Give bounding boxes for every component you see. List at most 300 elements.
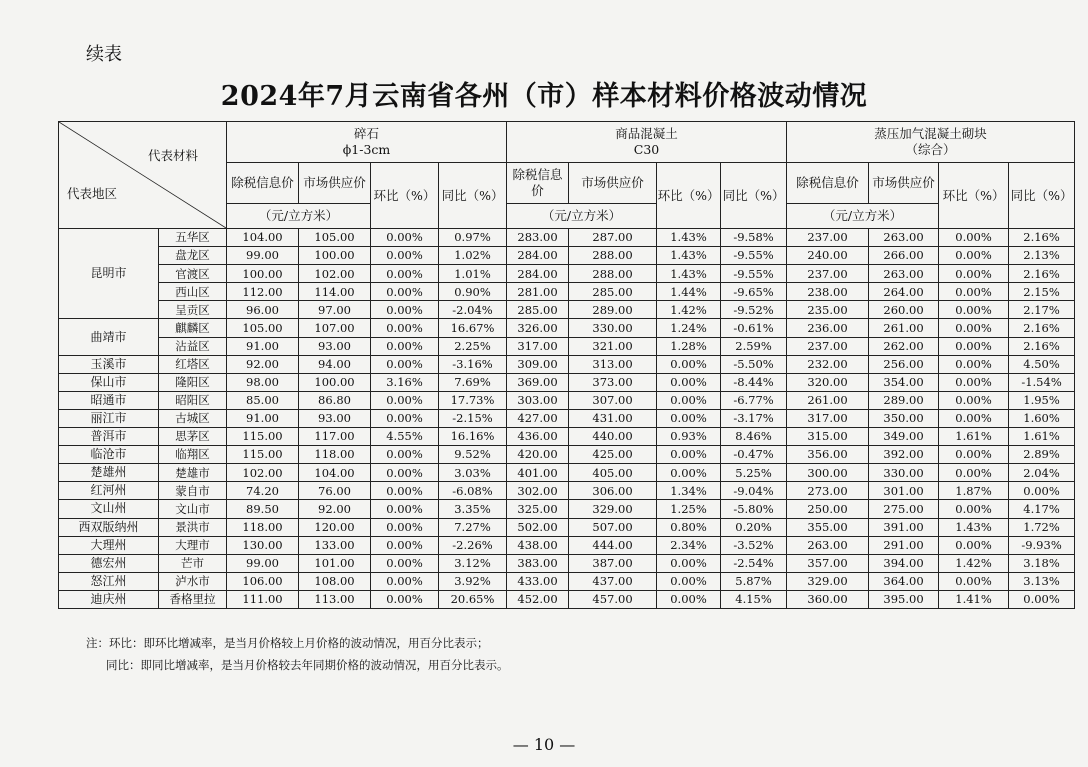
- value-cell: 237.00: [787, 229, 869, 247]
- value-cell: 1.01%: [439, 265, 507, 283]
- value-cell: 113.00: [299, 590, 371, 608]
- value-cell: 1.42%: [657, 301, 721, 319]
- value-cell: -2.15%: [439, 409, 507, 427]
- table-row: [59, 518, 1075, 536]
- value-cell: 98.00: [227, 373, 299, 391]
- value-cell: 1.02%: [439, 247, 507, 265]
- value-cell: 117.00: [299, 428, 371, 446]
- value-cell: 285.00: [569, 283, 657, 301]
- value-cell: 99.00: [227, 554, 299, 572]
- value-cell: -0.47%: [721, 446, 787, 464]
- value-cell: 309.00: [507, 355, 569, 373]
- table-row: [59, 482, 1075, 500]
- value-cell: 3.18%: [1009, 554, 1075, 572]
- district-cell: 沾益区: [159, 337, 227, 355]
- value-cell: 0.00%: [371, 482, 439, 500]
- value-cell: 16.67%: [439, 319, 507, 337]
- value-cell: 237.00: [787, 265, 869, 283]
- city-cell: 德宏州: [59, 554, 159, 572]
- value-cell: 300.00: [787, 464, 869, 482]
- value-cell: 0.00%: [939, 229, 1009, 247]
- value-cell: 107.00: [299, 319, 371, 337]
- table-row: [59, 229, 1075, 247]
- value-cell: 444.00: [569, 536, 657, 554]
- table-row: [59, 355, 1075, 373]
- district-cell: 麒麟区: [159, 319, 227, 337]
- unit-label: （元/立方米）: [787, 204, 939, 229]
- value-cell: 1.41%: [939, 590, 1009, 608]
- value-cell: 433.00: [507, 572, 569, 590]
- value-cell: 235.00: [787, 301, 869, 319]
- value-cell: 76.00: [299, 482, 371, 500]
- value-cell: 0.00%: [371, 355, 439, 373]
- value-cell: 0.00%: [939, 247, 1009, 265]
- region-axis-label: 代表地区: [67, 186, 118, 202]
- value-cell: 250.00: [787, 500, 869, 518]
- value-cell: 89.50: [227, 500, 299, 518]
- value-cell: 240.00: [787, 247, 869, 265]
- value-cell: 97.00: [299, 301, 371, 319]
- value-cell: 360.00: [787, 590, 869, 608]
- value-cell: -6.08%: [439, 482, 507, 500]
- value-cell: 0.00%: [371, 590, 439, 608]
- value-cell: 1.42%: [939, 554, 1009, 572]
- value-cell: 2.16%: [1009, 265, 1075, 283]
- value-cell: 0.00%: [371, 247, 439, 265]
- value-cell: 0.00%: [371, 265, 439, 283]
- value-cell: 4.15%: [721, 590, 787, 608]
- value-cell: 85.00: [227, 391, 299, 409]
- value-cell: 106.00: [227, 572, 299, 590]
- value-cell: -2.54%: [721, 554, 787, 572]
- value-cell: 1.95%: [1009, 391, 1075, 409]
- value-cell: 383.00: [507, 554, 569, 572]
- value-cell: 16.16%: [439, 428, 507, 446]
- value-cell: -9.04%: [721, 482, 787, 500]
- col-mom: 环比（%）: [657, 163, 721, 229]
- value-cell: 0.00%: [939, 536, 1009, 554]
- header-diagonal-cell: [59, 122, 227, 229]
- value-cell: 263.00: [787, 536, 869, 554]
- value-cell: 7.69%: [439, 373, 507, 391]
- col-yoy: 同比（%）: [439, 163, 507, 229]
- city-cell: 西双版纳州: [59, 518, 159, 536]
- value-cell: 263.00: [869, 229, 939, 247]
- value-cell: -9.93%: [1009, 536, 1075, 554]
- value-cell: 0.90%: [439, 283, 507, 301]
- value-cell: 261.00: [869, 319, 939, 337]
- value-cell: 1.24%: [657, 319, 721, 337]
- table-body: [59, 229, 1075, 609]
- value-cell: 502.00: [507, 518, 569, 536]
- note-yoy: 同比：即同比增减率，是当月价格较去年同期价格的波动情况，用百分比表示。: [106, 658, 509, 672]
- table-row: [59, 446, 1075, 464]
- city-cell: 玉溪市: [59, 355, 159, 373]
- table-row: [59, 337, 1075, 355]
- value-cell: 325.00: [507, 500, 569, 518]
- table-row: [59, 319, 1075, 337]
- value-cell: 2.34%: [657, 536, 721, 554]
- price-table: [58, 121, 1075, 609]
- value-cell: 3.13%: [1009, 572, 1075, 590]
- value-cell: 284.00: [507, 247, 569, 265]
- material-header-block: 蒸压加气混凝土砌块 （综合）: [787, 122, 1075, 163]
- value-cell: 1.44%: [657, 283, 721, 301]
- value-cell: 438.00: [507, 536, 569, 554]
- value-cell: 0.00%: [371, 283, 439, 301]
- value-cell: 0.00%: [371, 319, 439, 337]
- value-cell: 256.00: [869, 355, 939, 373]
- district-cell: 昭阳区: [159, 391, 227, 409]
- value-cell: 1.43%: [657, 265, 721, 283]
- value-cell: -3.16%: [439, 355, 507, 373]
- material-header-concrete: 商品混凝土 C30: [507, 122, 787, 163]
- value-cell: 2.17%: [1009, 301, 1075, 319]
- continuation-label: 续表: [86, 44, 122, 65]
- value-cell: -0.61%: [721, 319, 787, 337]
- value-cell: 0.00%: [657, 554, 721, 572]
- value-cell: 114.00: [299, 283, 371, 301]
- district-cell: 思茅区: [159, 428, 227, 446]
- unit-label: （元/立方米）: [507, 204, 657, 229]
- value-cell: 302.00: [507, 482, 569, 500]
- value-cell: -8.44%: [721, 373, 787, 391]
- value-cell: 236.00: [787, 319, 869, 337]
- value-cell: 232.00: [787, 355, 869, 373]
- table-row: [59, 572, 1075, 590]
- table-row: [59, 391, 1075, 409]
- district-cell: 古城区: [159, 409, 227, 427]
- district-cell: 五华区: [159, 229, 227, 247]
- value-cell: 263.00: [869, 265, 939, 283]
- value-cell: -5.80%: [721, 500, 787, 518]
- value-cell: 1.43%: [657, 229, 721, 247]
- value-cell: -2.26%: [439, 536, 507, 554]
- value-cell: 74.20: [227, 482, 299, 500]
- district-cell: 景洪市: [159, 518, 227, 536]
- value-cell: 275.00: [869, 500, 939, 518]
- value-cell: 118.00: [299, 446, 371, 464]
- value-cell: 260.00: [869, 301, 939, 319]
- value-cell: 436.00: [507, 428, 569, 446]
- value-cell: -9.52%: [721, 301, 787, 319]
- table-row: [59, 464, 1075, 482]
- value-cell: 364.00: [869, 572, 939, 590]
- value-cell: 266.00: [869, 247, 939, 265]
- value-cell: 425.00: [569, 446, 657, 464]
- district-cell: 盘龙区: [159, 247, 227, 265]
- value-cell: 0.00%: [939, 319, 1009, 337]
- value-cell: 405.00: [569, 464, 657, 482]
- value-cell: 2.15%: [1009, 283, 1075, 301]
- district-cell: 楚雄市: [159, 464, 227, 482]
- table-row: [59, 301, 1075, 319]
- city-cell: 文山州: [59, 500, 159, 518]
- city-cell: 楚雄州: [59, 464, 159, 482]
- value-cell: 118.00: [227, 518, 299, 536]
- value-cell: 92.00: [227, 355, 299, 373]
- value-cell: -9.55%: [721, 247, 787, 265]
- unit-label: （元/立方米）: [227, 204, 371, 229]
- value-cell: 288.00: [569, 265, 657, 283]
- value-cell: 452.00: [507, 590, 569, 608]
- value-cell: 108.00: [299, 572, 371, 590]
- value-cell: 111.00: [227, 590, 299, 608]
- col-yoy: 同比（%）: [721, 163, 787, 229]
- value-cell: 320.00: [787, 373, 869, 391]
- value-cell: 283.00: [507, 229, 569, 247]
- value-cell: 0.00%: [371, 391, 439, 409]
- value-cell: 100.00: [299, 247, 371, 265]
- material-axis-label: 代表材料: [147, 148, 198, 163]
- district-cell: 大理市: [159, 536, 227, 554]
- value-cell: 2.16%: [1009, 319, 1075, 337]
- value-cell: 1.25%: [657, 500, 721, 518]
- value-cell: 291.00: [869, 536, 939, 554]
- value-cell: -3.17%: [721, 409, 787, 427]
- value-cell: 104.00: [299, 464, 371, 482]
- value-cell: 330.00: [869, 464, 939, 482]
- value-cell: 457.00: [569, 590, 657, 608]
- table-row: [59, 373, 1075, 391]
- city-cell: 丽江市: [59, 409, 159, 427]
- value-cell: 427.00: [507, 409, 569, 427]
- city-cell: 迪庆州: [59, 590, 159, 608]
- col-pre-tax-price: 除税信息价: [787, 163, 869, 204]
- district-cell: 蒙自市: [159, 482, 227, 500]
- table-row: [59, 247, 1075, 265]
- value-cell: 5.87%: [721, 572, 787, 590]
- value-cell: 264.00: [869, 283, 939, 301]
- value-cell: 0.00%: [657, 373, 721, 391]
- value-cell: 354.00: [869, 373, 939, 391]
- district-cell: 西山区: [159, 283, 227, 301]
- value-cell: 281.00: [507, 283, 569, 301]
- col-market-price: 市场供应价: [299, 163, 371, 204]
- value-cell: 1.28%: [657, 337, 721, 355]
- value-cell: 315.00: [787, 428, 869, 446]
- district-cell: 红塔区: [159, 355, 227, 373]
- value-cell: -6.77%: [721, 391, 787, 409]
- value-cell: 0.00%: [371, 554, 439, 572]
- value-cell: 99.00: [227, 247, 299, 265]
- col-mom: 环比（%）: [371, 163, 439, 229]
- value-cell: 2.59%: [721, 337, 787, 355]
- value-cell: 313.00: [569, 355, 657, 373]
- district-cell: 泸水市: [159, 572, 227, 590]
- table-row: [59, 409, 1075, 427]
- table-row: [59, 590, 1075, 608]
- value-cell: 2.25%: [439, 337, 507, 355]
- value-cell: -5.50%: [721, 355, 787, 373]
- value-cell: 0.97%: [439, 229, 507, 247]
- value-cell: 102.00: [227, 464, 299, 482]
- value-cell: 431.00: [569, 409, 657, 427]
- value-cell: 507.00: [569, 518, 657, 536]
- value-cell: 86.80: [299, 391, 371, 409]
- value-cell: 1.72%: [1009, 518, 1075, 536]
- value-cell: 349.00: [869, 428, 939, 446]
- value-cell: 2.13%: [1009, 247, 1075, 265]
- value-cell: -3.52%: [721, 536, 787, 554]
- value-cell: 289.00: [569, 301, 657, 319]
- value-cell: 3.35%: [439, 500, 507, 518]
- value-cell: 1.87%: [939, 482, 1009, 500]
- col-yoy: 同比（%）: [1009, 163, 1075, 229]
- value-cell: 238.00: [787, 283, 869, 301]
- value-cell: 0.00%: [1009, 590, 1075, 608]
- value-cell: 394.00: [869, 554, 939, 572]
- value-cell: 1.61%: [1009, 428, 1075, 446]
- notes: [86, 632, 509, 676]
- value-cell: 20.65%: [439, 590, 507, 608]
- value-cell: 1.43%: [657, 247, 721, 265]
- value-cell: 101.00: [299, 554, 371, 572]
- value-cell: 100.00: [227, 265, 299, 283]
- value-cell: 94.00: [299, 355, 371, 373]
- value-cell: 93.00: [299, 337, 371, 355]
- value-cell: 3.92%: [439, 572, 507, 590]
- value-cell: 303.00: [507, 391, 569, 409]
- value-cell: 91.00: [227, 409, 299, 427]
- value-cell: 401.00: [507, 464, 569, 482]
- value-cell: 0.00%: [939, 355, 1009, 373]
- district-cell: 芒市: [159, 554, 227, 572]
- value-cell: 91.00: [227, 337, 299, 355]
- value-cell: 3.12%: [439, 554, 507, 572]
- value-cell: 105.00: [299, 229, 371, 247]
- value-cell: 420.00: [507, 446, 569, 464]
- col-pre-tax-price: 除税信息价: [227, 163, 299, 204]
- value-cell: 96.00: [227, 301, 299, 319]
- value-cell: 387.00: [569, 554, 657, 572]
- value-cell: 2.16%: [1009, 337, 1075, 355]
- value-cell: 287.00: [569, 229, 657, 247]
- col-market-price: 市场供应价: [869, 163, 939, 204]
- table-row: [59, 554, 1075, 572]
- value-cell: 1.60%: [1009, 409, 1075, 427]
- value-cell: 100.00: [299, 373, 371, 391]
- value-cell: 391.00: [869, 518, 939, 536]
- value-cell: 0.00%: [939, 446, 1009, 464]
- value-cell: 0.00%: [371, 500, 439, 518]
- value-cell: 2.89%: [1009, 446, 1075, 464]
- value-cell: 395.00: [869, 590, 939, 608]
- table-row: [59, 265, 1075, 283]
- value-cell: 0.00%: [939, 409, 1009, 427]
- value-cell: 5.25%: [721, 464, 787, 482]
- city-cell: 曲靖市: [59, 319, 159, 355]
- value-cell: -9.65%: [721, 283, 787, 301]
- value-cell: 356.00: [787, 446, 869, 464]
- city-cell: 红河州: [59, 482, 159, 500]
- value-cell: 0.00%: [939, 391, 1009, 409]
- value-cell: 301.00: [869, 482, 939, 500]
- value-cell: 0.00%: [371, 464, 439, 482]
- value-cell: 0.00%: [939, 500, 1009, 518]
- value-cell: 4.50%: [1009, 355, 1075, 373]
- value-cell: 262.00: [869, 337, 939, 355]
- value-cell: 93.00: [299, 409, 371, 427]
- value-cell: -9.55%: [721, 265, 787, 283]
- value-cell: 120.00: [299, 518, 371, 536]
- value-cell: 437.00: [569, 572, 657, 590]
- value-cell: 4.55%: [371, 428, 439, 446]
- value-cell: 350.00: [869, 409, 939, 427]
- page-number: — 10 —: [512, 735, 576, 754]
- value-cell: 0.00%: [371, 409, 439, 427]
- value-cell: 237.00: [787, 337, 869, 355]
- material-header-gravel: 碎石 ϕ1-3cm: [227, 122, 507, 163]
- city-cell: 大理州: [59, 536, 159, 554]
- value-cell: 2.16%: [1009, 229, 1075, 247]
- value-cell: 0.00%: [939, 464, 1009, 482]
- city-cell: 昆明市: [59, 229, 159, 319]
- value-cell: 0.00%: [371, 337, 439, 355]
- value-cell: 8.46%: [721, 428, 787, 446]
- value-cell: 130.00: [227, 536, 299, 554]
- value-cell: 0.93%: [657, 428, 721, 446]
- note-mom: 注：环比：即环比增减率，是当月价格较上月价格的波动情况，用百分比表示；: [86, 636, 489, 650]
- district-cell: 呈贡区: [159, 301, 227, 319]
- district-cell: 文山市: [159, 500, 227, 518]
- value-cell: 440.00: [569, 428, 657, 446]
- col-market-price: 市场供应价: [569, 163, 657, 204]
- table-row: [59, 536, 1075, 554]
- col-pre-tax-price: 除税信息价: [507, 163, 569, 204]
- value-cell: 2.04%: [1009, 464, 1075, 482]
- value-cell: 273.00: [787, 482, 869, 500]
- district-cell: 隆阳区: [159, 373, 227, 391]
- value-cell: 0.00%: [371, 301, 439, 319]
- value-cell: 0.00%: [939, 301, 1009, 319]
- value-cell: 0.00%: [1009, 482, 1075, 500]
- value-cell: 115.00: [227, 428, 299, 446]
- value-cell: 289.00: [869, 391, 939, 409]
- value-cell: 105.00: [227, 319, 299, 337]
- page-title: 2024年7月云南省各州（市）样本材料价格波动情况: [220, 81, 868, 112]
- city-cell: 临沧市: [59, 446, 159, 464]
- value-cell: -1.54%: [1009, 373, 1075, 391]
- table-row: [59, 500, 1075, 518]
- value-cell: 0.00%: [657, 409, 721, 427]
- value-cell: 0.00%: [371, 572, 439, 590]
- value-cell: 357.00: [787, 554, 869, 572]
- value-cell: 1.43%: [939, 518, 1009, 536]
- city-cell: 普洱市: [59, 428, 159, 446]
- value-cell: 0.00%: [939, 572, 1009, 590]
- value-cell: 355.00: [787, 518, 869, 536]
- value-cell: 104.00: [227, 229, 299, 247]
- value-cell: 284.00: [507, 265, 569, 283]
- city-cell: 怒江州: [59, 572, 159, 590]
- value-cell: 0.00%: [939, 265, 1009, 283]
- value-cell: 92.00: [299, 500, 371, 518]
- value-cell: 17.73%: [439, 391, 507, 409]
- value-cell: 112.00: [227, 283, 299, 301]
- value-cell: 0.00%: [371, 229, 439, 247]
- value-cell: 0.00%: [657, 355, 721, 373]
- value-cell: 306.00: [569, 482, 657, 500]
- value-cell: 0.80%: [657, 518, 721, 536]
- value-cell: 369.00: [507, 373, 569, 391]
- value-cell: 373.00: [569, 373, 657, 391]
- district-cell: 官渡区: [159, 265, 227, 283]
- value-cell: 3.03%: [439, 464, 507, 482]
- city-cell: 保山市: [59, 373, 159, 391]
- value-cell: 288.00: [569, 247, 657, 265]
- value-cell: 317.00: [787, 409, 869, 427]
